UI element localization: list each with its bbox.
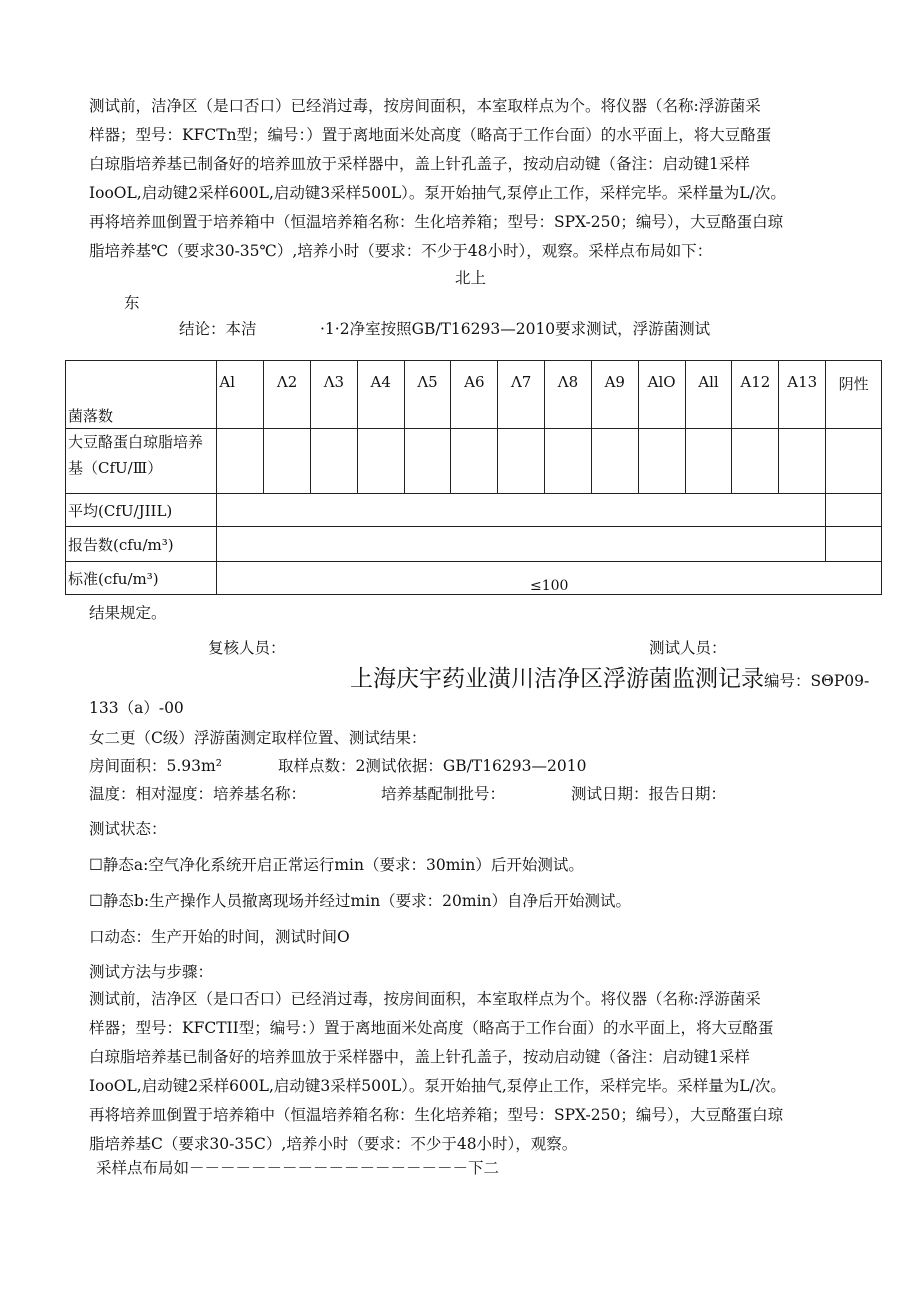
method-line: 样器；型号：KFCTII型；编号：）置于离地面米处高度（略高于工作台面）的水平面上，将大豆酪蛋 [89, 1019, 774, 1037]
table-cell [638, 429, 685, 494]
method-line: 脂培养基C（要求30-35C）,培养小时（要求：不少于48小时），观察。 [89, 1135, 578, 1153]
table-cell [779, 429, 826, 494]
row-header-colony: 菌落数 [66, 361, 217, 429]
method-line: 再将培养皿倒置于培养箱中（恒温培养箱名称：生化培养箱；型号：SPX-250；编号），大豆酪蛋白琼 [89, 213, 784, 231]
column-header: AlO [638, 361, 685, 429]
table-cell [826, 494, 882, 527]
method-title: 测试方法与步骤： [89, 963, 214, 981]
result-note: 结果规定。 [89, 604, 167, 622]
column-header: A6 [451, 361, 498, 429]
record-number-suffix: 133（a）-00 [89, 699, 184, 717]
column-header: A4 [357, 361, 404, 429]
table-cell [311, 429, 358, 494]
column-header: Λ8 [545, 361, 592, 429]
table-cell [404, 429, 451, 494]
column-header: A9 [591, 361, 638, 429]
row-header-medium: 大豆酪蛋白琼脂培养基（CfU/Ⅲ） [66, 429, 217, 494]
colony-count-table [65, 360, 882, 595]
table-cell [357, 429, 404, 494]
method-paragraph-1 [89, 92, 905, 266]
east-label: 东 [124, 294, 140, 312]
method-line: 测试前，洁净区（是口否口）已经消过毒，按房间面积，本室取样点为个。将仪器（名称:浮游菌采 [89, 97, 761, 115]
table-cell [685, 429, 732, 494]
table-cell [217, 429, 264, 494]
column-header: A12 [732, 361, 779, 429]
conclusion-label: 结论：本洁 [179, 320, 257, 338]
table-cell [732, 429, 779, 494]
static-b-option: ☐静态b:生产操作人员撤离现场并经过min（要求：20min）自净后开始测试。 [89, 892, 632, 910]
environment-line: 温度：相对湿度：培养基名称： [89, 785, 307, 803]
table-cell [545, 429, 592, 494]
table-cell [826, 527, 882, 562]
record-header [350, 660, 869, 693]
table-cell [826, 429, 882, 494]
table-cell [451, 429, 498, 494]
column-header: Al [217, 361, 264, 429]
method-paragraph-2 [89, 985, 905, 1159]
method-line: 样器；型号：KFCTn型；编号：）置于离地面米处高度（略高于工作台面）的水平面上，将大豆酪蛋 [89, 126, 772, 144]
record-title: 上海庆宇药业潢川洁净区浮游菌监测记录 [350, 666, 764, 692]
column-header: Λ5 [404, 361, 451, 429]
report-cell [217, 527, 826, 562]
conclusion-text: ·1·2净室按照GB/T16293—2010要求测试，浮游菌测试 [320, 320, 711, 338]
method-line: 再将培养皿倒置于培养箱中（恒温培养箱名称：生化培养箱；型号：SPX-250；编号），大豆酪蛋白琼 [89, 1106, 784, 1124]
method-line: 白琼脂培养基已制备好的培养皿放于采样器中，盖上针孔盖子，按动启动键（备注：启动键1采样 [89, 155, 750, 173]
row-header-standard: 标准(cfu/m³) [66, 562, 217, 595]
reviewer-label: 复核人员： [208, 639, 286, 657]
method-line: IooOL,启动键2采样600L,启动键3采样500L）。泵开始抽气,泵停止工作，采样完毕。采样量为L/次。 [89, 1077, 786, 1095]
column-header: 阴性 [826, 361, 882, 429]
column-header: All [685, 361, 732, 429]
average-cell [217, 494, 826, 527]
table-cell [498, 429, 545, 494]
method-line: IooOL,启动键2采样600L,启动键3采样500L）。泵开始抽气,泵停止工作，采样完毕。采样量为L/次。 [89, 184, 786, 202]
test-status-title: 测试状态： [89, 820, 167, 838]
sample-points: 取样点数：2测试依据：GB/T16293—2010 [278, 757, 587, 775]
tester-label: 测试人员： [649, 639, 727, 657]
table-cell [264, 429, 311, 494]
row-header-report: 报告数(cfu/m³) [66, 527, 217, 562]
sampling-layout-line: 采样点布局如－－－－－－－－－－－－－－－－－－下二 [96, 1159, 500, 1177]
section-subtitle: 女二更（C级）浮游菌测定取样位置、测试结果： [89, 729, 427, 747]
dynamic-option: 口动态：生产开始的时间，测试时间O [89, 928, 350, 946]
method-line: 脂培养基℃（要求30-35℃）,培养小时（要求：不少于48小时），观察。采样点布局如下： [89, 242, 713, 260]
method-line: 白琼脂培养基已制备好的培养皿放于采样器中，盖上针孔盖子，按动启动键（备注：启动键1采样 [89, 1048, 750, 1066]
test-dates: 测试日期：报告日期： [571, 785, 727, 803]
room-area: 房间面积：5.93m² [89, 757, 222, 775]
standard-value: ≤100 [217, 562, 882, 595]
column-header: Λ3 [311, 361, 358, 429]
table-cell [591, 429, 638, 494]
column-header: A13 [779, 361, 826, 429]
column-header: Λ2 [264, 361, 311, 429]
record-number-prefix: 编号：SΘP09- [764, 672, 870, 690]
column-header: Λ7 [498, 361, 545, 429]
method-line: 测试前，洁净区（是口否口）已经消过毒，按房间面积，本室取样点为个。将仪器（名称:浮游菌采 [89, 990, 761, 1008]
row-header-average: 平均(CfU/JIIL) [66, 494, 217, 527]
medium-batch: 培养基配制批号： [381, 785, 506, 803]
north-label: 北上 [455, 269, 487, 287]
static-a-option: ☐静态a:空气净化系统开启正常运行min（要求：30min）后开始测试。 [89, 856, 584, 874]
